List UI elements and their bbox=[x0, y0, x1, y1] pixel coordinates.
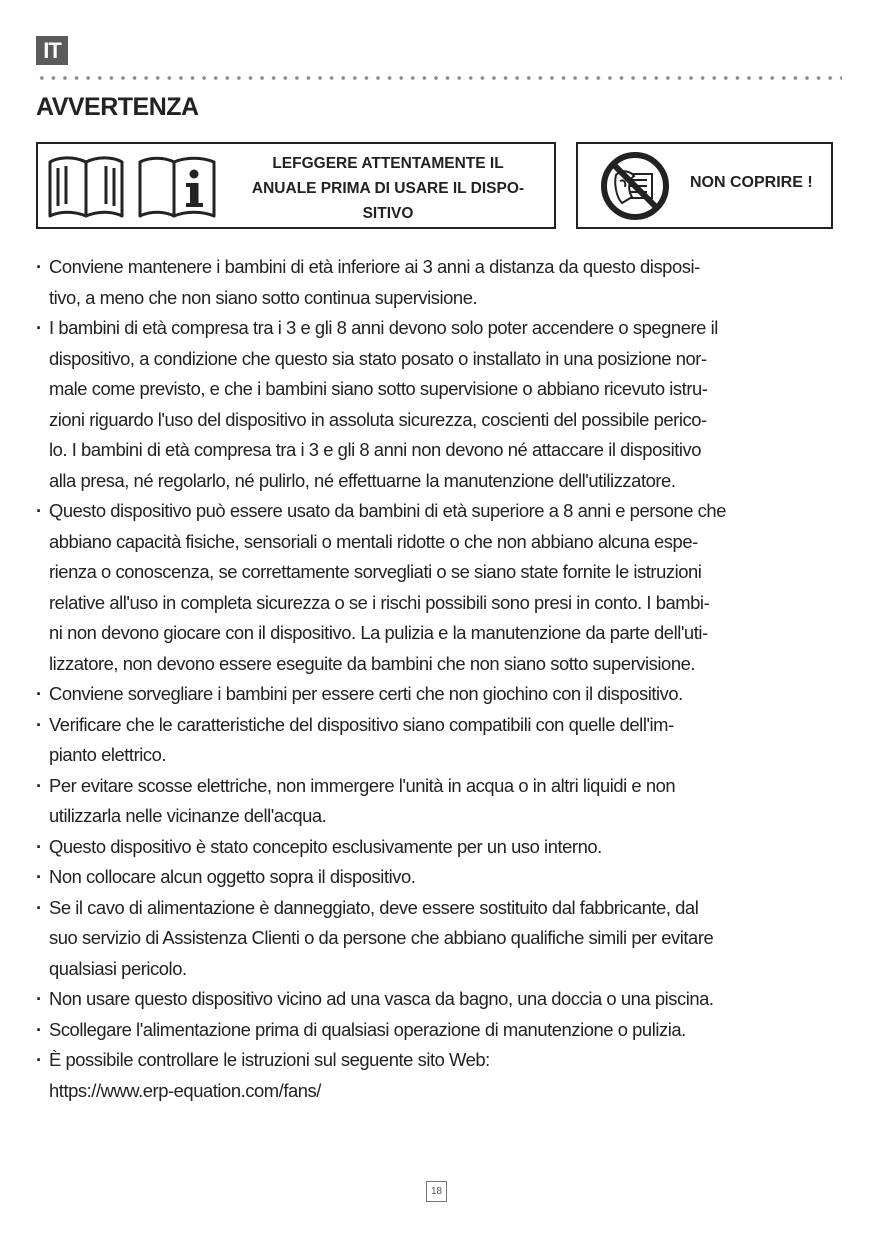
section-title: AVVERTENZA bbox=[36, 93, 199, 121]
warning-line: relative all'uso in completa sicurezza o se i rischi possibili sono presi in conto. I bambi- bbox=[49, 591, 710, 613]
warning-line: pianto elettrico. bbox=[49, 744, 167, 765]
warning-line: · Non usare questo dispositivo vicino ad una vasca da bagno, una doccia o una piscina. bbox=[49, 988, 714, 1009]
warning-line: zioni riguardo l'uso del dispositivo in assoluta sicurezza, coscienti del possibile perico- bbox=[49, 408, 707, 430]
warnings-list bbox=[36, 252, 836, 1106]
warning-item bbox=[36, 862, 836, 893]
warning-line: · Verificare che le caratteristiche del dispositivo siano compatibili con quelle dell'im- bbox=[49, 713, 674, 735]
warning-line: lo. I bambini di età compresa tra i 3 e gli 8 anni non devono né attaccare il dispositivo bbox=[49, 439, 702, 460]
open-book-icon bbox=[46, 154, 226, 220]
warning-item bbox=[36, 1015, 836, 1046]
no-cover-notice bbox=[576, 142, 833, 229]
warning-line: · Non collocare alcun oggetto sopra il dispositivo. bbox=[49, 866, 416, 887]
warning-item bbox=[36, 984, 836, 1015]
warning-line: qualsiasi pericolo. bbox=[49, 957, 187, 979]
read-manual-line: SITIVO bbox=[362, 205, 414, 222]
warning-line: suo servizio di Assistenza Clienti o da persone che abbiano qualifiche simili per evitare bbox=[49, 927, 714, 948]
warning-item bbox=[36, 1045, 836, 1106]
warning-line: tivo, a meno che non siano sotto continua supervisione. bbox=[49, 286, 478, 308]
warning-item bbox=[36, 832, 836, 863]
warning-item bbox=[36, 679, 836, 710]
warning-item bbox=[36, 496, 836, 679]
warning-item bbox=[36, 893, 836, 985]
warning-line: · Conviene mantenere i bambini di età inferiore ai 3 anni a distanza da questo disposi- bbox=[49, 256, 700, 277]
read-manual-line: ANUALE PRIMA DI USARE IL DISPO- bbox=[251, 180, 525, 197]
info-icon bbox=[186, 170, 203, 208]
warning-item bbox=[36, 313, 836, 496]
warning-line: https://www.erp-equation.com/fans/ bbox=[49, 1079, 321, 1101]
language-badge: IT bbox=[36, 36, 68, 65]
warning-line: abbiano capacità fisiche, sensoriali o mentali ridotte o che non abbiano alcuna espe- bbox=[49, 530, 698, 552]
warning-line: · È possibile controllare le istruzioni sul seguente sito Web: bbox=[49, 1049, 490, 1070]
warning-line: rienza o conoscenza, se correttamente sorvegliati o se siano state fornite le istruzioni bbox=[49, 561, 702, 582]
no-cover-text: NON COPRIRE ! bbox=[690, 174, 813, 191]
warning-line: ni non devono giocare con il dispositivo. La pulizia e la manutenzione da parte dell'uti- bbox=[49, 622, 708, 643]
warning-line: · Scollegare l'alimentazione prima di qualsiasi operazione di manutenzione o pulizia. bbox=[49, 1018, 686, 1040]
warning-line: · I bambini di età compresa tra i 3 e gli 8 anni devono solo poter accendere o spegnere il bbox=[49, 317, 718, 338]
warning-line: alla presa, né regolarlo, né pulirlo, né effettuarne la manutenzione dell'utilizzatore. bbox=[49, 469, 676, 491]
read-manual-icons bbox=[46, 154, 226, 225]
warning-item bbox=[36, 710, 836, 771]
warning-line: lizzatore, non devono essere eseguite da bambini che non siano sotto supervisione. bbox=[49, 652, 696, 674]
warning-item bbox=[36, 771, 836, 832]
page-number: 18 bbox=[426, 1181, 447, 1202]
warning-line: dispositivo, a condizione che questo sia stato posato o installato in una posizione nor- bbox=[49, 347, 707, 369]
warning-line: · Se il cavo di alimentazione è danneggiato, deve essere sostituito dal fabbricante, dal bbox=[49, 896, 699, 918]
warning-line: · Questo dispositivo è stato concepito esclusivamente per un uso interno. bbox=[49, 835, 602, 857]
dotted-divider bbox=[36, 76, 842, 80]
do-not-cover-icon bbox=[598, 149, 672, 228]
warning-line: · Conviene sorvegliare i bambini per essere certi che non giochino con il dispositivo. bbox=[49, 683, 683, 704]
warning-line: · Questo dispositivo può essere usato da bambini di età superiore a 8 anni e persone che bbox=[49, 500, 726, 521]
warning-item bbox=[36, 252, 836, 313]
warning-line: male come previsto, e che i bambini siano sotto supervisione o abbiano ricevuto istru- bbox=[49, 378, 708, 399]
warning-line: · Per evitare scosse elettriche, non immergere l'unità in acqua o in altri liquidi e non bbox=[49, 774, 676, 796]
read-manual-line: LEFGGERE ATTENTAMENTE IL bbox=[272, 155, 504, 172]
read-manual-text bbox=[238, 151, 538, 226]
warning-line: utilizzarla nelle vicinanze dell'acqua. bbox=[49, 805, 327, 826]
read-manual-notice bbox=[36, 142, 556, 229]
